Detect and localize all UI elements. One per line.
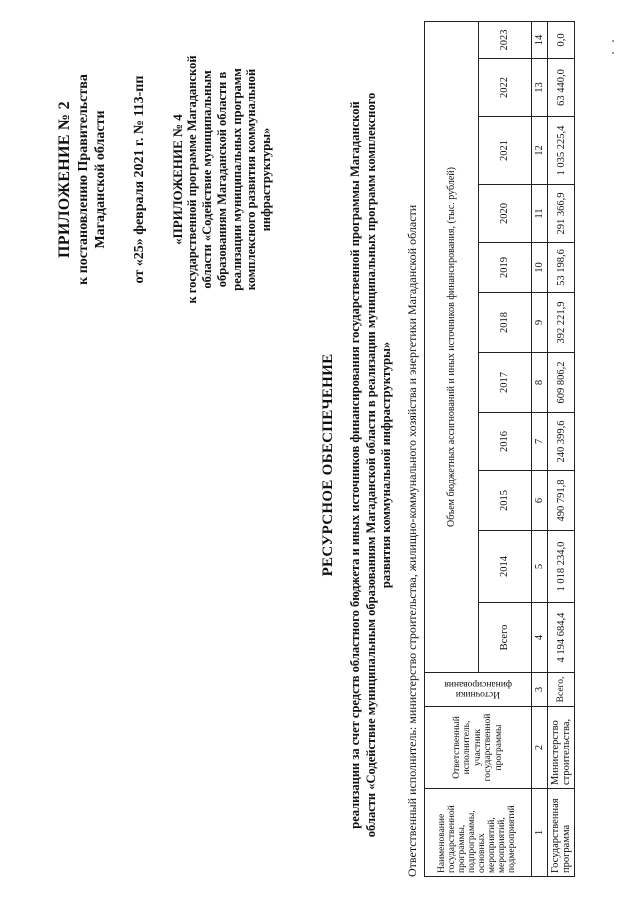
header-row-group bbox=[425, 21, 479, 876]
col-number: 7 bbox=[532, 413, 548, 471]
col-number: 12 bbox=[532, 117, 548, 185]
row-value: 4 194 684,4 bbox=[548, 603, 575, 673]
col-number: 14 bbox=[532, 21, 548, 58]
row-value: 1 018 234,0 bbox=[548, 531, 575, 603]
row-value: 63 440,0 bbox=[548, 59, 575, 117]
annex-header bbox=[55, 52, 148, 307]
header-name: Наименование государственной программы, подпрограммы, основных мероприятий, мероприятий, подмероприятий bbox=[425, 789, 532, 877]
resource-table bbox=[424, 21, 575, 877]
col-number: 2 bbox=[532, 707, 548, 789]
inner-annex-heading: «ПРИЛОЖЕНИЕ № 4 bbox=[170, 114, 185, 245]
scan-speck bbox=[612, 52, 614, 54]
header-executor: Ответственный исполнитель, участник государственной программы bbox=[425, 707, 532, 789]
row-name: Государственная программа bbox=[548, 789, 575, 877]
col-number: 6 bbox=[532, 471, 548, 531]
annex-heading: ПРИЛОЖЕНИЕ № 2 bbox=[56, 101, 73, 258]
responsible-executor: Ответственный исполнитель: министерство строительства, жилищно-коммунального хозяйства и энергетики Магаданской области bbox=[405, 204, 419, 877]
header-year: 2017 bbox=[478, 353, 532, 413]
annex-line-1: к постановлению Правительства bbox=[75, 74, 91, 285]
inner-annex-header bbox=[170, 52, 274, 307]
scan-speck bbox=[612, 40, 614, 42]
subtitle-line-1: реализации за счет средств областного бюджета и иных источников финансирования государственной программы Магаданской bbox=[348, 101, 362, 829]
header-funding-group: Объем бюджетных ассигнований и иных источников финансирования, (тыс. рублей) bbox=[425, 21, 479, 672]
document-title: РЕСУРСНОЕ ОБЕСПЕЧЕНИЕ bbox=[320, 353, 336, 577]
header-year: 2016 bbox=[478, 413, 532, 471]
header-year: Всего bbox=[478, 603, 532, 673]
header-source-label: Источники финансирования bbox=[444, 679, 512, 700]
table-row bbox=[548, 21, 575, 876]
col-number: 4 bbox=[532, 603, 548, 673]
row-value: 291 366,9 bbox=[548, 185, 575, 243]
row-value: 0,0 bbox=[548, 21, 575, 58]
row-value: 490 791,8 bbox=[548, 471, 575, 531]
row-value: 240 399,6 bbox=[548, 413, 575, 471]
header-year: 2021 bbox=[478, 117, 532, 185]
col-number: 5 bbox=[532, 531, 548, 603]
subtitle-line-2: области «Содействие муниципальным образованиям Магаданской области в реализации муниципальных программ комплексного bbox=[363, 92, 378, 838]
row-value: 609 806,2 bbox=[548, 353, 575, 413]
document-subtitle bbox=[348, 65, 395, 865]
col-number: 13 bbox=[532, 59, 548, 117]
annex-date: от «25» февраля 2021 г. № 113-пп bbox=[131, 75, 147, 284]
header-year: 2018 bbox=[478, 293, 532, 353]
col-number: 9 bbox=[532, 293, 548, 353]
header-year: 2022 bbox=[478, 59, 532, 117]
col-number: 3 bbox=[532, 673, 548, 707]
row-value: 392 221,9 bbox=[548, 293, 575, 353]
header-year: 2015 bbox=[478, 471, 532, 531]
col-number: 8 bbox=[532, 353, 548, 413]
header-year: 2020 bbox=[478, 185, 532, 243]
col-number: 1 bbox=[532, 789, 548, 877]
header-source bbox=[425, 673, 532, 707]
header-year: 2014 bbox=[478, 531, 532, 603]
row-source: Всего, bbox=[548, 673, 575, 707]
header-year: 2023 bbox=[478, 21, 532, 58]
subtitle-line-3: развития коммунальной инфраструктуры» bbox=[379, 341, 394, 589]
row-value: 53 198,6 bbox=[548, 243, 575, 293]
row-executor: Министерство строительства, bbox=[548, 707, 575, 789]
row-value: 1 035 225,4 bbox=[548, 117, 575, 185]
header-year: 2019 bbox=[478, 243, 532, 293]
annex-line-2: Магаданской области bbox=[92, 110, 108, 249]
inner-annex-text: к государственной программе Магаданской области «Содействие муниципальным образованиям Магаданской области в реализации муниципальных программ комплексного развития коммунальной инфраструктуры» bbox=[185, 55, 274, 304]
column-number-row bbox=[532, 21, 548, 876]
col-number: 11 bbox=[532, 185, 548, 243]
col-number: 10 bbox=[532, 243, 548, 293]
